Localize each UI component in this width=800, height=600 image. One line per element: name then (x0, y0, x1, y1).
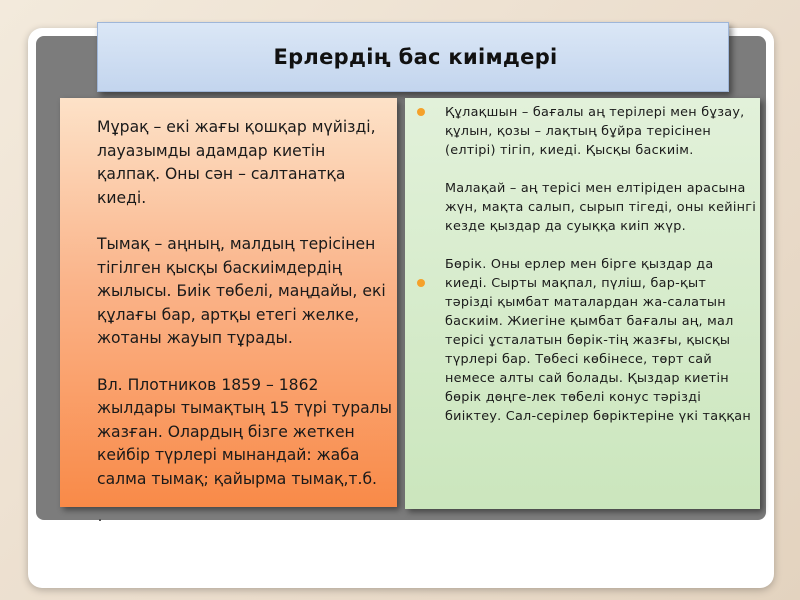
bullet-icon (417, 108, 425, 116)
paragraph-malakai: Малақай – аң терісі мен елтіріден арасына жүн, мақта салып, сырып тігеді, оны кейінгі кезде қыздар да суыққа киіп жүр. (445, 181, 757, 234)
bullet-icon (417, 279, 425, 287)
slide-title: Ерлердің бас киімдері (273, 45, 558, 69)
right-text-panel (405, 98, 760, 509)
dot-mark (99, 519, 101, 521)
title-box (97, 22, 729, 92)
paragraph-murak: Мұрақ – екі жағы қошқар мүйізді, лауазымды адамдар киетін қалпақ. Оны сән – салтанатқа киеді. (97, 118, 376, 207)
left-text-panel (60, 98, 397, 507)
paragraph-kulakshyn: Құлақшын – бағалы аң терілері мен бұзау, құлын, қозы – лақтың бұйра терісінен (елтірі) тігіп, киеді. Қысқы баскиім. (445, 105, 745, 158)
paragraph-tymak: Тымақ – аңның, малдың терісінен тігілген қысқы баскиімдердің жылысы. Биік төбелі, маңдайы, екі құлағы бар, артқы етегі желке, жотаны жауып тұрады. (97, 235, 386, 347)
left-text-body (97, 116, 393, 491)
paragraph-borik: Бөрік. Оны ерлер мен бірге қыздар да киеді. Сырты мақпал, пүліш, бар-қыт тәрізді қымбат маталардан жа-салатын баскиім. Жиегіне қымбат бағалы аң, мал терісі ұсталатын бөрік-тің жазғы, қысқы түрлері бар. Төбесі көбінесе, төрт сай немесе алты сай болады. Қыздар киетін бөрік дөңге-лек төбелі конус тәрізді биіктеу. Сал-серілер бөріктеріне үкі таққан (445, 257, 752, 424)
paragraph-plotnikov: Вл. Плотников 1859 – 1862 жылдары тымақтың 15 түрі туралы жазған. Олардың бізге жеткен кейбір түрлері мынандай: жаба салма тымақ; қайырма тымақ,т.б. (97, 375, 392, 488)
right-text-body (445, 103, 757, 426)
